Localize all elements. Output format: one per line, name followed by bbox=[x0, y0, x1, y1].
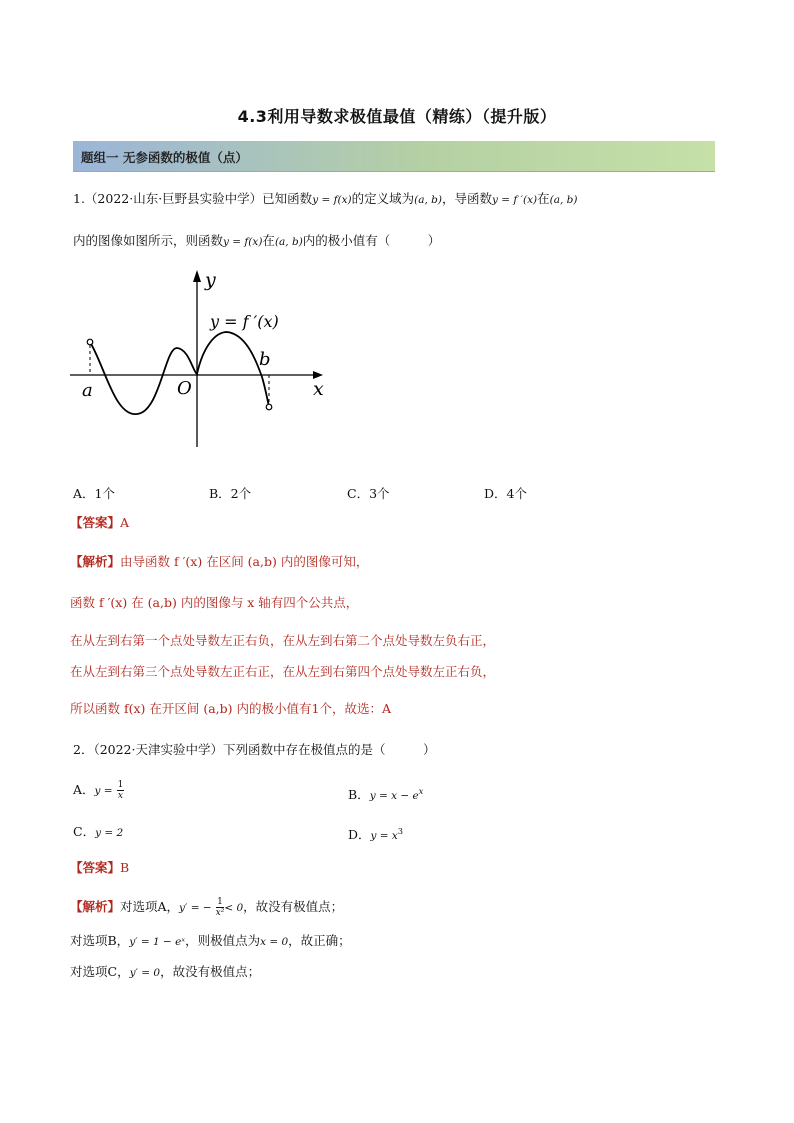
q1-analysis-line5 bbox=[70, 700, 391, 718]
option-math: y = 2 bbox=[95, 827, 124, 839]
analysis-text: ，故没有极值点； bbox=[243, 899, 344, 914]
q2-stem: 2．（2022·天津实验中学）下列函数中存在极值点的是（ ） bbox=[73, 742, 436, 757]
denominator: x² bbox=[215, 908, 225, 918]
analysis-text: 对选项B， bbox=[70, 933, 130, 948]
q1-text: 在 bbox=[262, 233, 275, 248]
page-title: 4.3利用导数求极值最值（精练）（提升版） bbox=[237, 107, 557, 126]
analysis-tag: 【解析】 bbox=[70, 899, 121, 914]
superscript: 3 bbox=[397, 827, 403, 836]
section-header bbox=[73, 141, 715, 172]
option-math: y = x bbox=[370, 830, 398, 843]
q1-option-c: C．3个 bbox=[347, 486, 390, 501]
option-label: C． bbox=[73, 824, 96, 839]
derivative-graph bbox=[65, 262, 355, 457]
q1-math-fpx: y = f ′(x) bbox=[491, 194, 538, 206]
q2-analysis-line2 bbox=[70, 932, 351, 951]
q1-math-ab: (a, b) bbox=[549, 194, 578, 206]
q1-analysis-line2: 函数 f ′(x) 在 (a,b) 内的图像与 x 轴有四个公共点， bbox=[70, 595, 359, 610]
q1-answer bbox=[70, 514, 129, 532]
q2-option-c bbox=[73, 823, 123, 842]
numerator: 1 bbox=[117, 780, 124, 790]
option-math: y = x − e bbox=[369, 790, 419, 803]
section-title: 题组一 无参函数的极值（点） bbox=[81, 150, 248, 165]
fraction bbox=[117, 780, 125, 801]
x-axis-label: x bbox=[313, 378, 324, 400]
q1-text: 的定义域为 bbox=[351, 191, 415, 206]
option-label: B． bbox=[348, 787, 370, 803]
q2-option-b bbox=[348, 783, 423, 805]
q1-stem-line1 bbox=[73, 190, 578, 209]
analysis-text: ，故没有极值点； bbox=[160, 964, 261, 979]
q1-analysis-line1 bbox=[70, 553, 368, 571]
q1-math-ab: (a, b) bbox=[414, 194, 442, 206]
origin-label: O bbox=[177, 378, 192, 399]
b-label: b bbox=[259, 349, 271, 370]
numerator: 1 bbox=[217, 897, 223, 907]
a-label: a bbox=[82, 380, 93, 401]
q1-analysis-line4: 在从左到右第三个点处导数左正右正，在从左到右第四个点处导数左正右负， bbox=[70, 664, 496, 679]
analysis-text: 对选项C， bbox=[70, 964, 130, 979]
analysis-math: y′ = 1 − eˣ bbox=[129, 936, 186, 948]
answer-value: B bbox=[120, 860, 130, 875]
q1-option-a: A．1个 bbox=[73, 486, 115, 501]
q1-option-b: B．2个 bbox=[209, 486, 252, 501]
superscript: x bbox=[418, 787, 424, 796]
answer-tag: 【答案】 bbox=[70, 515, 121, 530]
q1-text: ，导函数 bbox=[441, 191, 492, 206]
option-math: y = bbox=[94, 785, 113, 797]
answer-value: A bbox=[120, 515, 130, 530]
option-label: A． bbox=[73, 782, 95, 797]
analysis-text: ，则极值点为 bbox=[185, 933, 261, 948]
q1-analysis-line3: 在从左到右第一个点处导数左正右负，在从左到右第二个点处导数左负右正， bbox=[70, 633, 496, 648]
curve-label: y = f ′(x) bbox=[210, 312, 279, 331]
q1-math-fx: y = f(x) bbox=[223, 236, 263, 248]
analysis-tag: 【解析】 bbox=[70, 554, 121, 569]
q1-text: 在 bbox=[537, 191, 550, 206]
analysis-math: y′ = − bbox=[179, 902, 212, 914]
analysis-answer: A bbox=[381, 701, 391, 716]
fraction bbox=[216, 897, 225, 918]
q2-option-d bbox=[348, 823, 403, 845]
q1-math-fx: y = f(x) bbox=[312, 194, 352, 206]
q1-text: 内的图像如图所示，则函数 bbox=[73, 233, 224, 248]
analysis-math: < 0 bbox=[224, 902, 244, 914]
analysis-math: x = 0 bbox=[260, 936, 289, 948]
q2-analysis-line3 bbox=[70, 963, 260, 982]
answer-tag: 【答案】 bbox=[70, 860, 121, 875]
option-label: D． bbox=[348, 827, 371, 843]
analysis-math: y′ = 0 bbox=[129, 967, 161, 979]
q2-option-a bbox=[73, 780, 124, 801]
y-axis-arrow bbox=[193, 270, 201, 282]
q1-stem-line2 bbox=[73, 232, 440, 251]
analysis-text: 对选项A， bbox=[120, 899, 180, 914]
q1-text: 内的极小值有（ ） bbox=[302, 233, 441, 248]
q1-math-ab: (a, b) bbox=[274, 236, 303, 248]
endpoint-a-open-circle bbox=[87, 339, 93, 345]
q2-answer bbox=[70, 859, 129, 877]
derivative-curve bbox=[90, 332, 269, 414]
analysis-text: ，故正确； bbox=[288, 933, 351, 948]
analysis-text: 所以函数 f(x) 在开区间 (a,b) 内的极小值有1个，故选： bbox=[70, 701, 382, 716]
q1-option-d: D．4个 bbox=[484, 486, 527, 501]
analysis-text: 由导函数 f ′(x) 在区间 (a,b) 内的图像可知， bbox=[120, 554, 369, 569]
endpoint-b-open-circle bbox=[266, 404, 272, 410]
y-axis-label: y bbox=[205, 269, 216, 291]
q2-analysis-line1 bbox=[70, 897, 343, 918]
denominator: x bbox=[117, 791, 123, 801]
q1-text: 1.（2022·山东·巨野县实验中学）已知函数 bbox=[73, 191, 313, 206]
